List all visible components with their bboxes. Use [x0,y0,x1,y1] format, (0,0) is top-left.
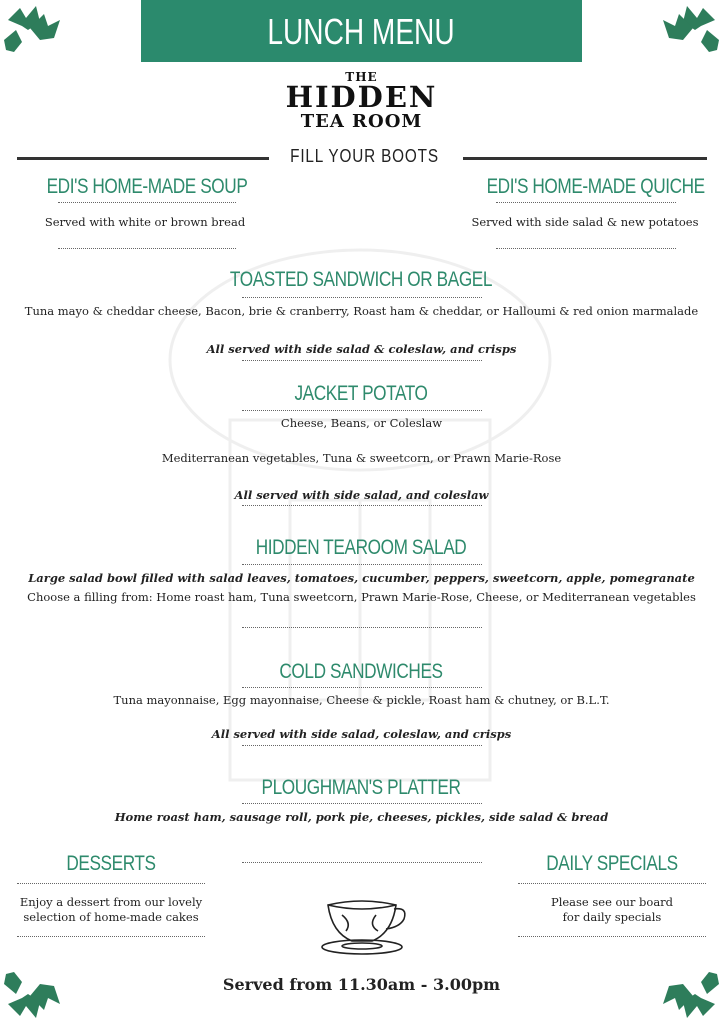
watermark-illustration [140,240,580,800]
soup-rule-top [58,202,236,203]
toasted-text: Tuna mayo & cheddar cheese, Bacon, brie & cranberry, Roast ham & cheddar, or Halloumi & red onion marmalade [24,304,699,318]
soup-text: Served with white or brown bread [44,215,246,229]
ploughman-rule-top [242,803,482,804]
menu-banner [141,0,582,62]
salad-rule-bottom [242,627,482,628]
jacket-rule-top [242,410,482,411]
desserts-line-1: Enjoy a dessert from our lovely [19,895,203,909]
salad-title: HIDDEN TEAROOM SALAD [255,536,467,559]
cold-note: All served with side salad, coleslaw, and crisps [211,727,512,741]
toasted-note: All served with side salad & coleslaw, and crisps [206,342,517,356]
soup-title: EDI'S HOME-MADE SOUP [46,175,248,198]
logo-tearoom: TEA ROOM [300,111,423,132]
specials-line-1: Please see our board [550,895,674,909]
desserts-rule-top [17,883,205,884]
desserts-rule-bottom [17,936,205,937]
specials-line-2: for daily specials [562,910,662,924]
tagline [270,146,460,167]
quiche-text: Served with side salad & new potatoes [471,215,699,229]
jacket-text-1: Cheese, Beans, or Coleslaw [280,416,443,430]
cold-text: Tuna mayonnaise, Egg mayonnaise, Cheese & pickle, Roast ham & chutney, or B.L.T. [113,693,610,707]
banner-title: LUNCH MENU [267,11,456,52]
ploughman-title: PLOUGHMAN'S PLATTER [261,776,461,799]
quiche-rule-top [496,202,676,203]
desserts-line-2: selection of home-made cakes [23,910,199,924]
logo-hidden: HIDDEN [285,80,438,114]
jacket-text-2: Mediterranean vegetables, Tuna & sweetcorn, or Prawn Marie-Rose [161,451,562,465]
toasted-rule-top [242,297,482,298]
salad-text-1: Large salad bowl filled with salad leaves, tomatoes, cucumber, peppers, sweetcorn, apple, pomegranate [28,571,695,585]
tagline-text: FILL YOUR BOOTS [290,146,440,166]
toasted-rule-bottom [242,360,482,361]
divider-right [463,157,707,160]
ploughman-rule-bottom [242,862,482,863]
specials-title: DAILY SPECIALS [546,852,678,875]
ploughman-text: Home roast ham, sausage roll, pork pie, cheeses, pickles, side salad & bread [114,810,609,824]
quiche-rule-bottom [496,248,676,249]
jacket-note: All served with side salad, and coleslaw [234,488,489,502]
toasted-title: TOASTED SANDWICH OR BAGEL [229,268,493,291]
cold-rule-bottom [242,745,482,746]
salad-text-2: Choose a filling from: Home roast ham, Tuna sweetcorn, Prawn Marie-Rose, Cheese, or Mediterranean vegetables [27,590,696,604]
desserts-title: DESSERTS [66,852,156,875]
teacup-icon [316,893,408,959]
logo-the: THE [345,70,378,84]
cold-rule-top [242,687,482,688]
jacket-title: JACKET POTATO [294,382,428,405]
divider-left [17,157,269,160]
cold-title: COLD SANDWICHES [279,660,443,683]
jacket-rule-bottom [242,505,482,506]
specials-rule-bottom [518,936,706,937]
ivy-leaf-icon [657,0,723,56]
soup-rule-bottom [58,248,236,249]
ivy-leaf-icon [0,0,66,56]
quiche-title: EDI'S HOME-MADE QUICHE [486,175,705,198]
specials-rule-top [518,883,706,884]
served-hours: Served from 11.30am - 3.00pm [222,975,501,994]
salad-rule-top [242,564,482,565]
